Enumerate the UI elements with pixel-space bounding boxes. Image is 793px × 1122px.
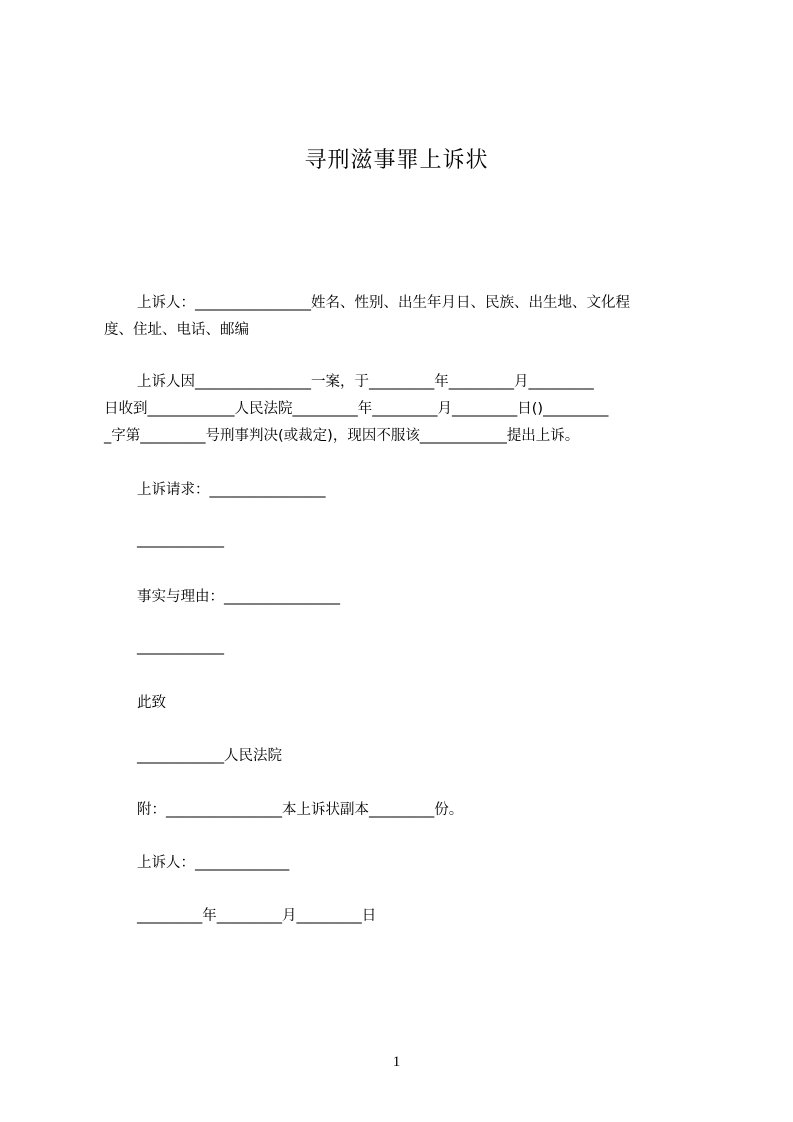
appellant-info-line-2: 度、住址、电话、邮编	[104, 322, 249, 338]
court-name: ____________人民法院	[137, 748, 282, 764]
salutation: 此致	[137, 695, 166, 711]
case-paragraph-line-2: 日收到____________人民法院_________年_________月_________日()_________	[104, 401, 609, 417]
appellant-info-line-1: 上诉人：________________姓名、性别、出生年月日、民族、出生地、文化程	[137, 295, 630, 311]
page-number: 1	[392, 1054, 401, 1070]
document-title: 寻刑滋事罪上诉状	[304, 148, 489, 173]
case-paragraph-line-1: 上诉人因________________一案，于_________年_________月_________	[137, 374, 594, 390]
facts-and-reasons-blank: ____________	[137, 639, 224, 655]
case-paragraph-line-3: _字第_________号刑事判决(或裁定)，现因不服该____________提出上诉。	[104, 428, 580, 444]
attachment-line: 附：________________本上诉状副本_________份。	[137, 802, 464, 818]
appeal-request: 上诉请求：________________	[137, 482, 326, 498]
facts-and-reasons: 事实与理由：________________	[137, 589, 340, 605]
appellant-signature: 上诉人：_____________	[137, 855, 290, 871]
date-line: _________年_________月_________日	[137, 908, 377, 924]
appeal-request-blank: ____________	[137, 532, 224, 548]
